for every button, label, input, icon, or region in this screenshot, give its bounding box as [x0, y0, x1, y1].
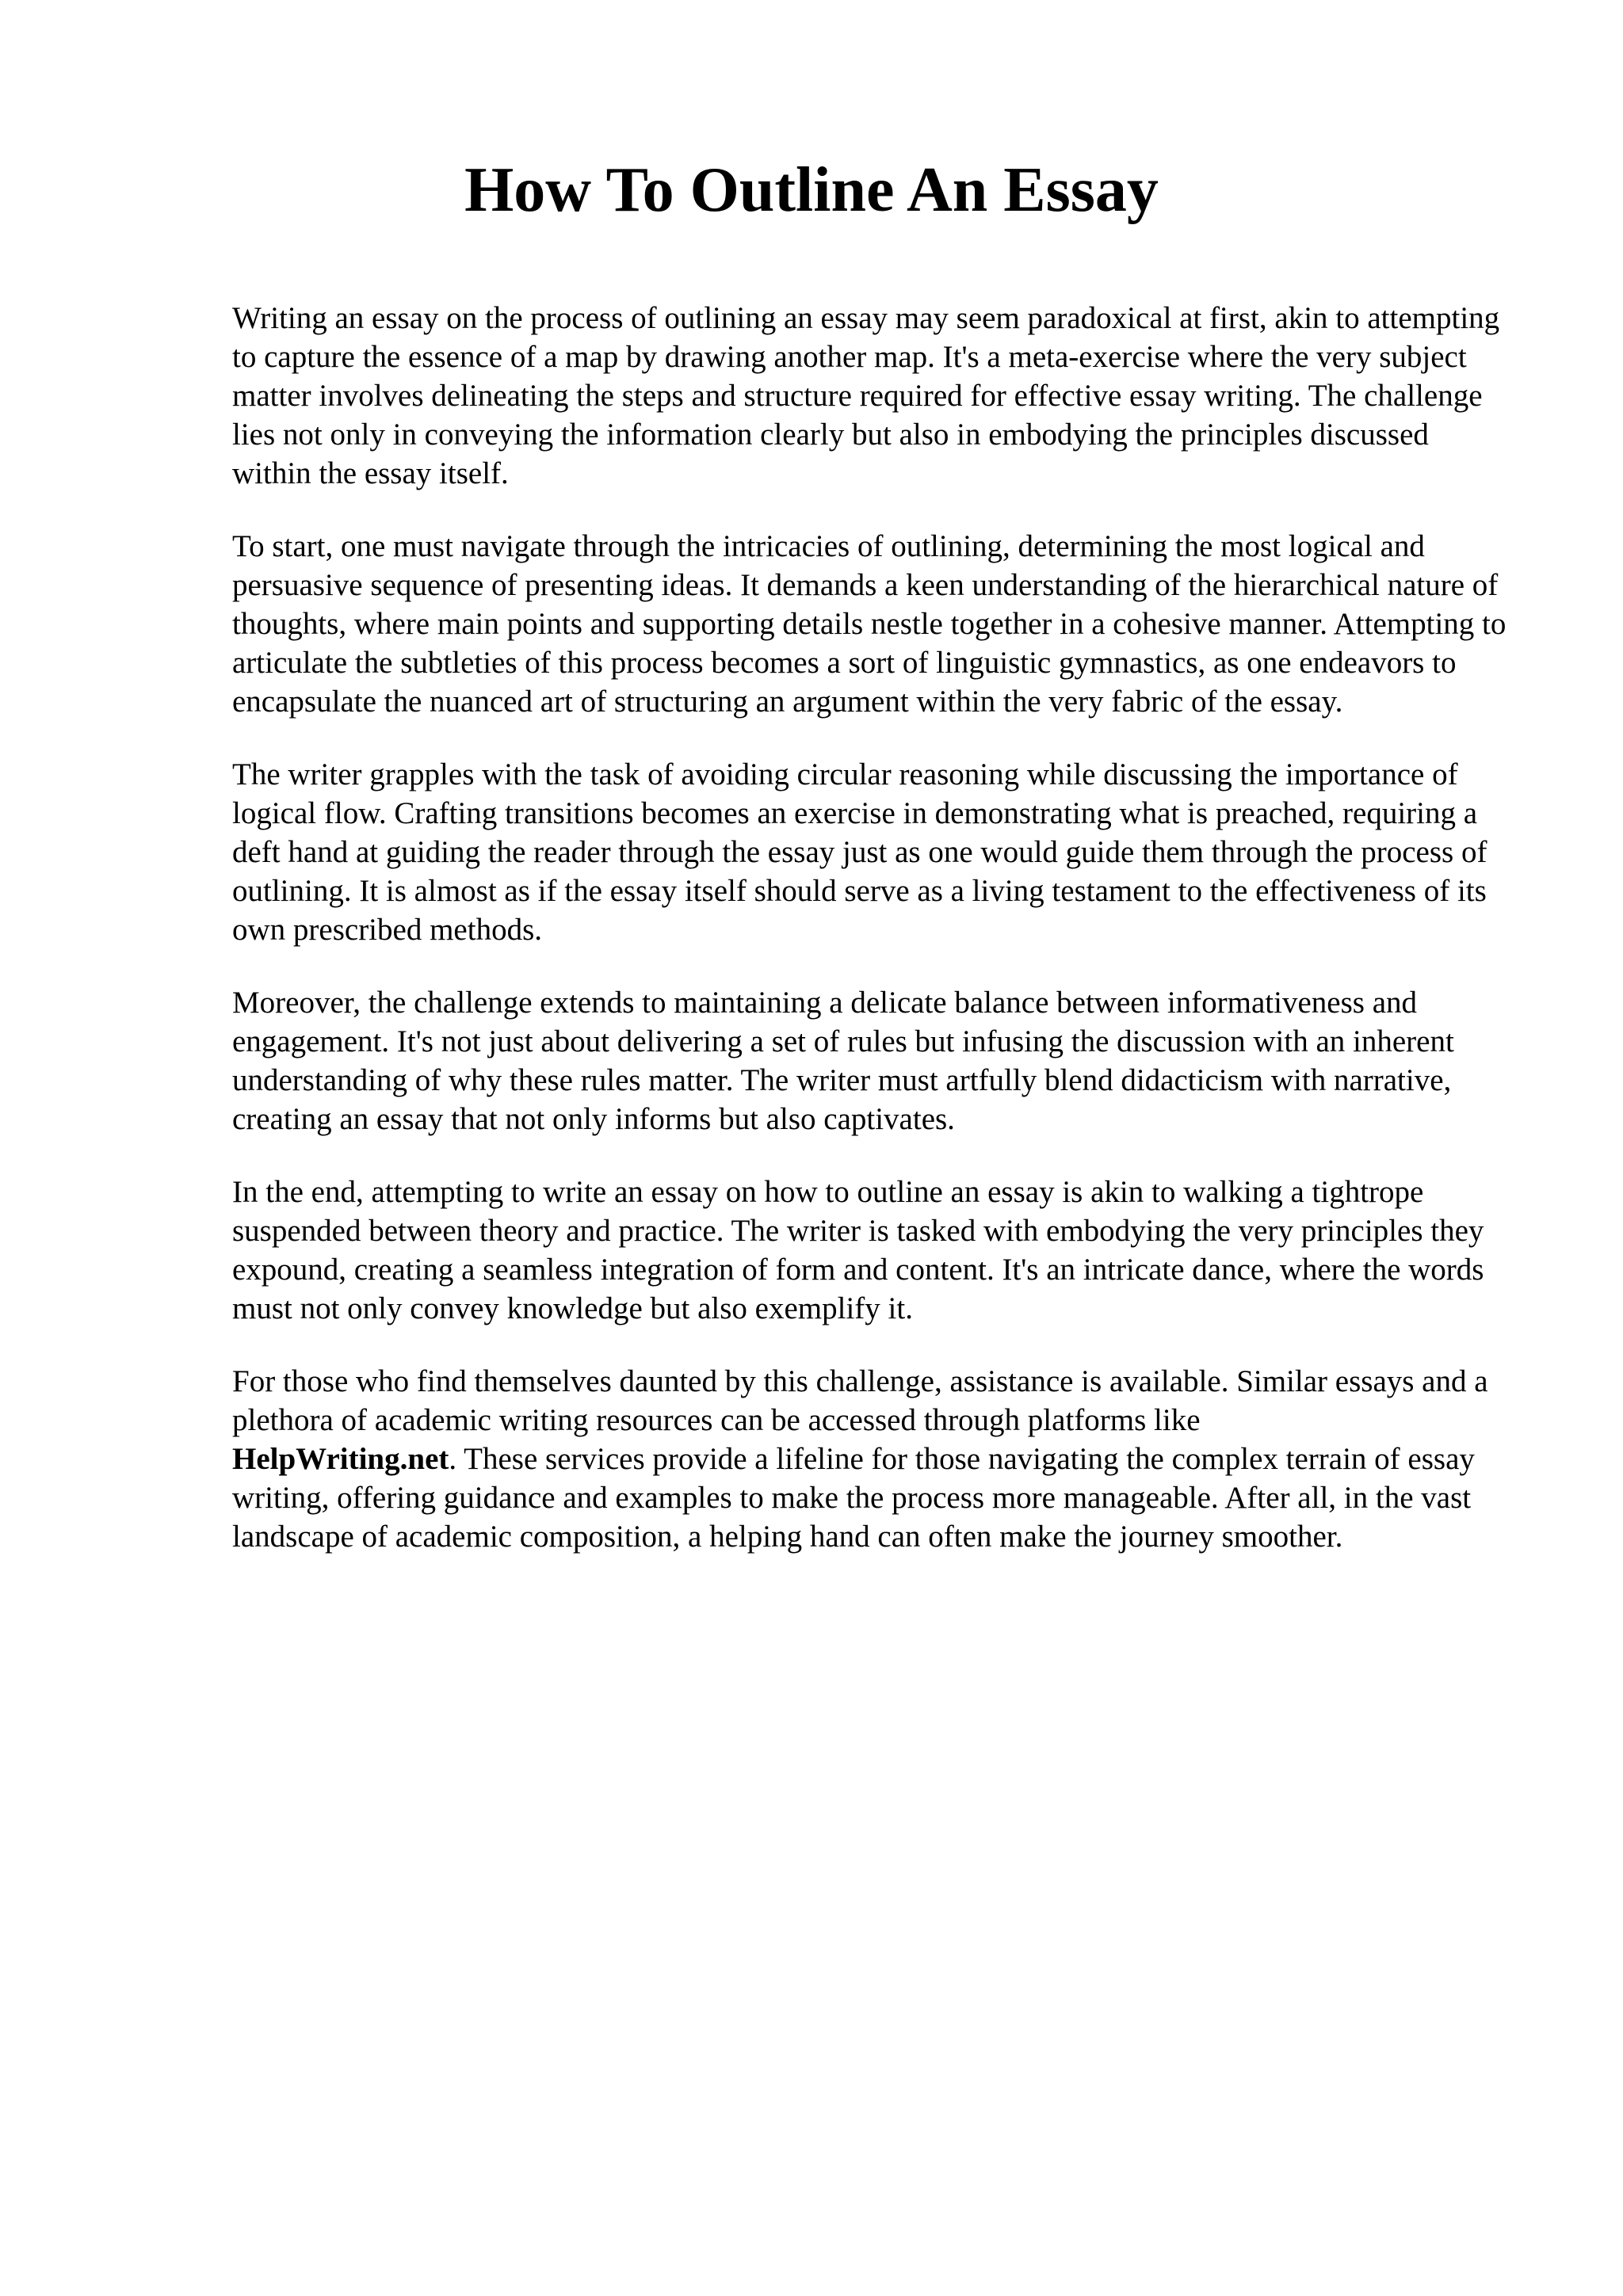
document-body	[232, 299, 1508, 1590]
paragraph-2: To start, one must navigate through the intricacies of outlining, determining the most logical and persuasive sequence of presenting ideas. It demands a keen understanding of the hierarchical nature of thoughts, where main points and supporting details nestle together in a cohesive manner. Attempting to articulate the subtleties of this process becomes a sort of linguistic gymnastics, as one endeavors to encapsulate the nuanced art of structuring an argument within the very fabric of the essay.	[232, 529, 1507, 719]
paragraph-4: Moreover, the challenge extends to maintaining a delicate balance between informativeness and engagement. It's not just about delivering a set of rules but infusing the discussion with an inherent understanding of why these rules matter. The writer must artfully blend didacticism with narrative, creating an essay that not only informs but also captivates.	[232, 986, 1454, 1136]
document-title: How To Outline An Essay	[464, 155, 1159, 225]
paragraph-6-text-before: For those who find themselves daunted by this challenge, assistance is available. Similar essays and a plethora of academic writing resources can be accessed through platforms like	[232, 1364, 1488, 1437]
helpwriting-link[interactable]: HelpWriting.net	[232, 1442, 449, 1476]
paragraph-6	[232, 1362, 1508, 1556]
paragraph-6-text-after: . These services provide a lifeline for those navigating the complex terrain of essay writing, offering guidance and examples to make the process more manageable. After all, in the vast landscape of academic composition, a helping hand can often make the journey smoother.	[232, 1442, 1475, 1554]
paragraph-5: In the end, attempting to write an essay on how to outline an essay is akin to walking a tightrope suspended between theory and practice. The writer is tasked with embodying the very principles they expound, creating a seamless integration of form and content. It's an intricate dance, where the words must not only convey knowledge but also exemplify it.	[232, 1175, 1484, 1325]
paragraph-1: Writing an essay on the process of outlining an essay may seem paradoxical at first, akin to attempting to capture the essence of a map by drawing another map. It's a meta-exercise where the very subject matter involves delineating the steps and structure required for effective essay writing. The challenge lies not only in conveying the information clearly but also in embodying the principles discussed within the essay itself.	[232, 301, 1500, 490]
paragraph-3: The writer grapples with the task of avoiding circular reasoning while discussing the importance of logical flow. Crafting transitions becomes an exercise in demonstrating what is preached, requiring a deft hand at guiding the reader through the essay just as one would guide them through the process of outlining. It is almost as if the essay itself should serve as a living testament to the effectiveness of its own prescribed methods.	[232, 757, 1487, 947]
